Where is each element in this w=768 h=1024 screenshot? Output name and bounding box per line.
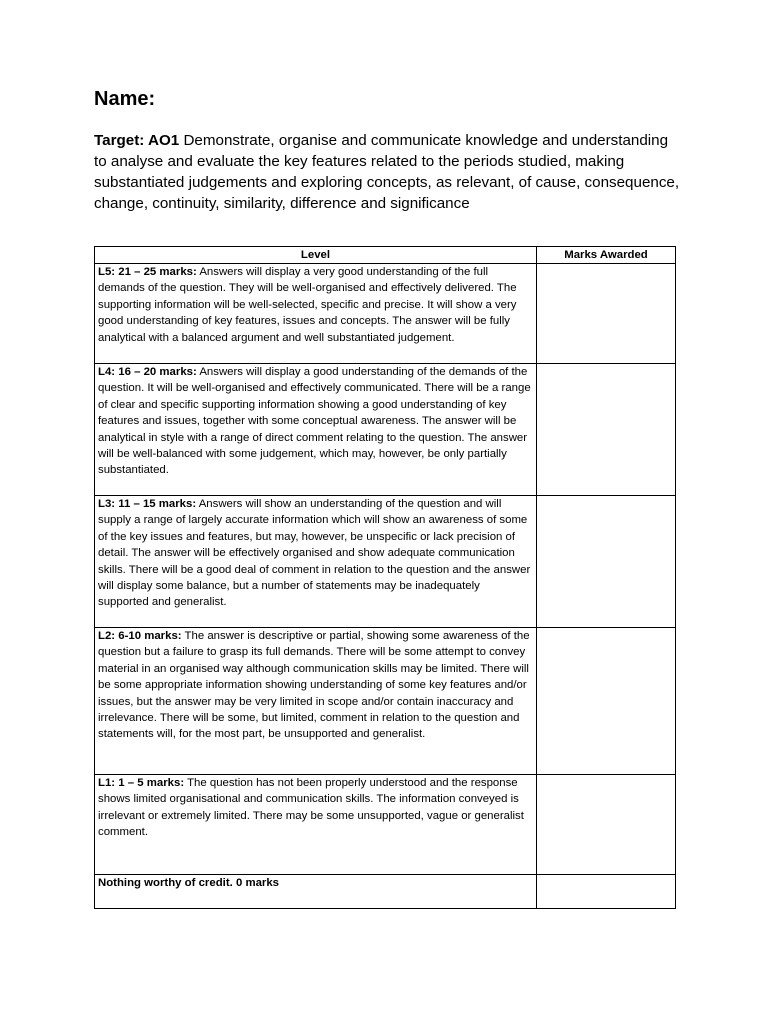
marks-awarded-column-header: Marks Awarded [537,247,676,264]
name-heading: Name: [94,88,156,110]
table-row-no-credit [95,875,676,909]
level-description: The answer is descriptive or partial, showing some awareness of the question but a failure to grasp its full demands. There will be some attempt to convey material in an organised way although communication skills may be limited. There will be some appropriate information showing understanding of some key features and/or issues, but the answer may be very limited in scope and/or contain inaccuracy and irrelevance. There will be some, but limited, comment in relation to the question and statements will, for the most part, be unsupported and generalist. [98,630,530,741]
level-description: Answers will display a good understanding of the demands of the question. It will be well-organised and effectively communicated. There will be a range of clear and specific supporting information showing a good understanding of key features and issues, together with some conceptual awareness. The answer will be analytical in style with a range of direct comment relating to the question. The answer will be well-balanced with some judgement, which may, however, be only partially substantiated. [98,366,531,477]
table-header-row [95,247,676,264]
level-descriptor-cell [95,628,537,775]
level-descriptor-cell [95,496,537,628]
level-column-header: Level [95,247,537,264]
target-label: Target: AO1 [94,132,180,149]
marks-awarded-cell[interactable] [537,264,676,364]
level-label: L2: 6-10 marks: [98,630,182,642]
table-row-level-4 [95,364,676,496]
level-description: Answers will display a very good understanding of the full demands of the question. They will be well-organised and effectively delivered. The supporting information will be well-selected, specific and precise. It will show a very good understanding of key features, issues and concepts. The answer will be fully analytical with a balanced argument and well substantiated judgement. [98,266,517,344]
level-descriptor-cell [95,364,537,496]
level-descriptor-cell [95,775,537,875]
table-row-level-3 [95,496,676,628]
table-row-level-2 [95,628,676,775]
level-label: L4: 16 – 20 marks: [98,366,197,378]
level-label: L5: 21 – 25 marks: [98,266,197,278]
marks-awarded-cell[interactable] [537,775,676,875]
level-description: The question has not been properly understood and the response shows limited organisational and communication skills. The information conveyed is irrelevant or extremely limited. There may be some unsupported, vague or generalist comment. [98,777,524,839]
table-row-level-1 [95,775,676,875]
mark-scheme-table [94,246,676,909]
marks-awarded-cell[interactable] [537,496,676,628]
level-label: L3: 11 – 15 marks: [98,498,197,510]
target-statement [94,130,684,214]
marks-awarded-cell[interactable] [537,875,676,909]
no-credit-label: Nothing worthy of credit. 0 marks [98,877,280,889]
level-descriptor-cell [95,264,537,364]
marks-awarded-cell[interactable] [537,364,676,496]
level-label: L1: 1 – 5 marks: [98,777,185,789]
marks-awarded-cell[interactable] [537,628,676,775]
target-description: Demonstrate, organise and communicate knowledge and understanding to analyse and evaluate the key features related to the periods studied, making substantiated judgements and exploring concepts, as relevant, of cause, consequence, change, continuity, similarity, difference and significance [94,132,680,212]
level-description: Answers will show an understanding of the question and will supply a range of largely accurate information which will show an awareness of some of the key issues and features, but may, however, be unspecific or lack precision of detail. The answer will be effectively organised and show adequate communication skills. There will be a good deal of comment in relation to the question and the answer will display some balance, but a number of statements may be inadequately supported and generalist. [98,498,531,609]
table-row-level-5 [95,264,676,364]
level-descriptor-cell [95,875,537,909]
